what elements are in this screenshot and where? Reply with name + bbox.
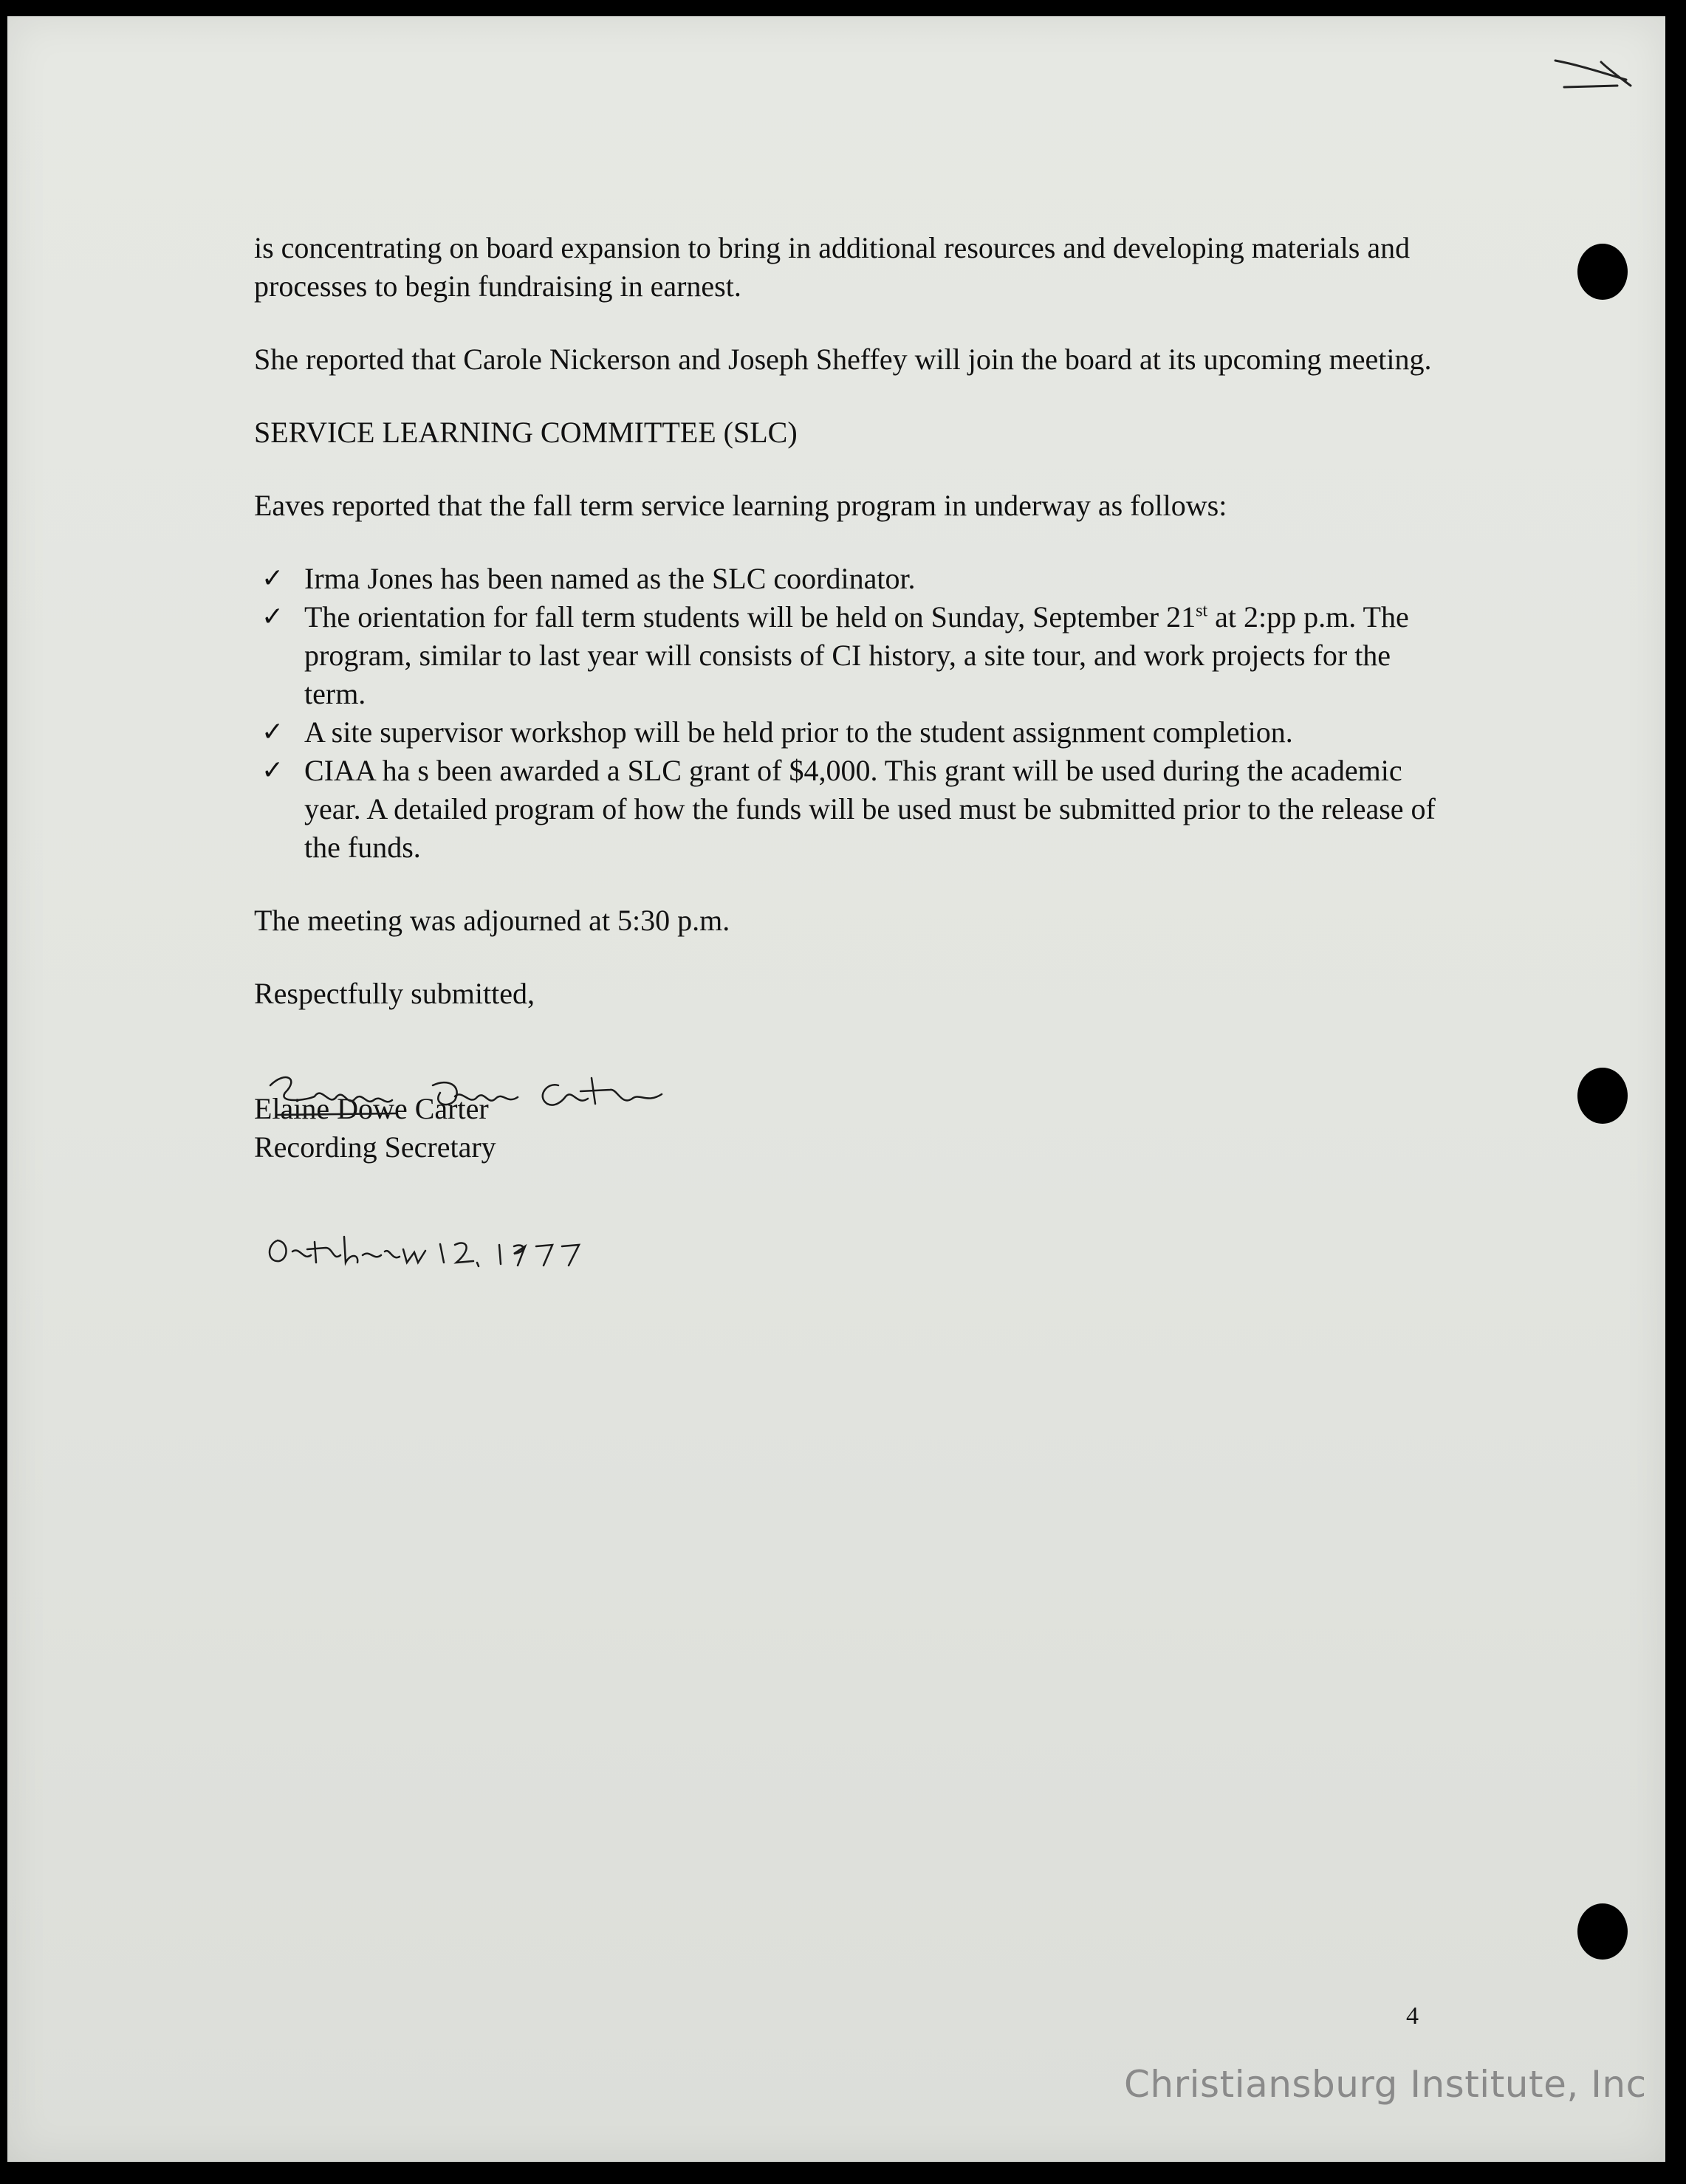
adjourned-paragraph: The meeting was adjourned at 5:30 p.m. [254,904,730,937]
check-icon: ✓ [261,602,284,632]
check-icon: ✓ [261,563,284,594]
punch-hole-icon [1577,244,1628,300]
check-icon: ✓ [261,755,284,786]
pen-mark-icon [1549,47,1638,92]
slc-checklist [254,560,1436,867]
watermark: Christiansburg Institute, Inc [1124,2063,1647,2106]
signer-title: Recording Secretary [254,1130,496,1164]
punch-hole-icon [1577,1903,1628,1960]
closing-line: Respectfully submitted, [254,977,535,1010]
document-body [254,229,1436,1167]
list-item: ✓ Irma Jones has been named as the SLC coordinator. [254,560,1436,598]
handwritten-signature [263,1063,706,1122]
list-item: ✓ The orientation for fall term students will be held on Sunday, September 21st at 2:pp p.m. The program, similar to last year will consists of CI history, a site tour, and work projects for the term. [254,598,1436,713]
list-item: ✓ CIAA ha s been awarded a SLC grant of $4,000. This grant will be used during the academic year. A detailed program of how the funds will be used must be submitted prior to the release of the funds. [254,752,1436,867]
eaves-paragraph: Eaves reported that the fall term service learning program in underway as follows: [254,489,1227,522]
punch-hole-icon [1577,1068,1628,1124]
handwritten-date [263,1226,588,1270]
signer-name: Elaine Dowe Carter [254,1092,489,1125]
nickerson-paragraph: She reported that Carole Nickerson and Joseph Sheffey will join the board at its upcoming meeting. [254,343,1432,376]
intro-paragraph: is concentrating on board expansion to bring in additional resources and developing materials and processes to begin fundraising in earnest. [254,231,1411,303]
page-number: 4 [1406,2002,1419,2030]
check-icon: ✓ [261,717,284,747]
slc-heading: SERVICE LEARNING COMMITTEE (SLC) [254,416,798,449]
list-item: ✓ A site supervisor workshop will be held prior to the student assignment completion. [254,713,1436,752]
